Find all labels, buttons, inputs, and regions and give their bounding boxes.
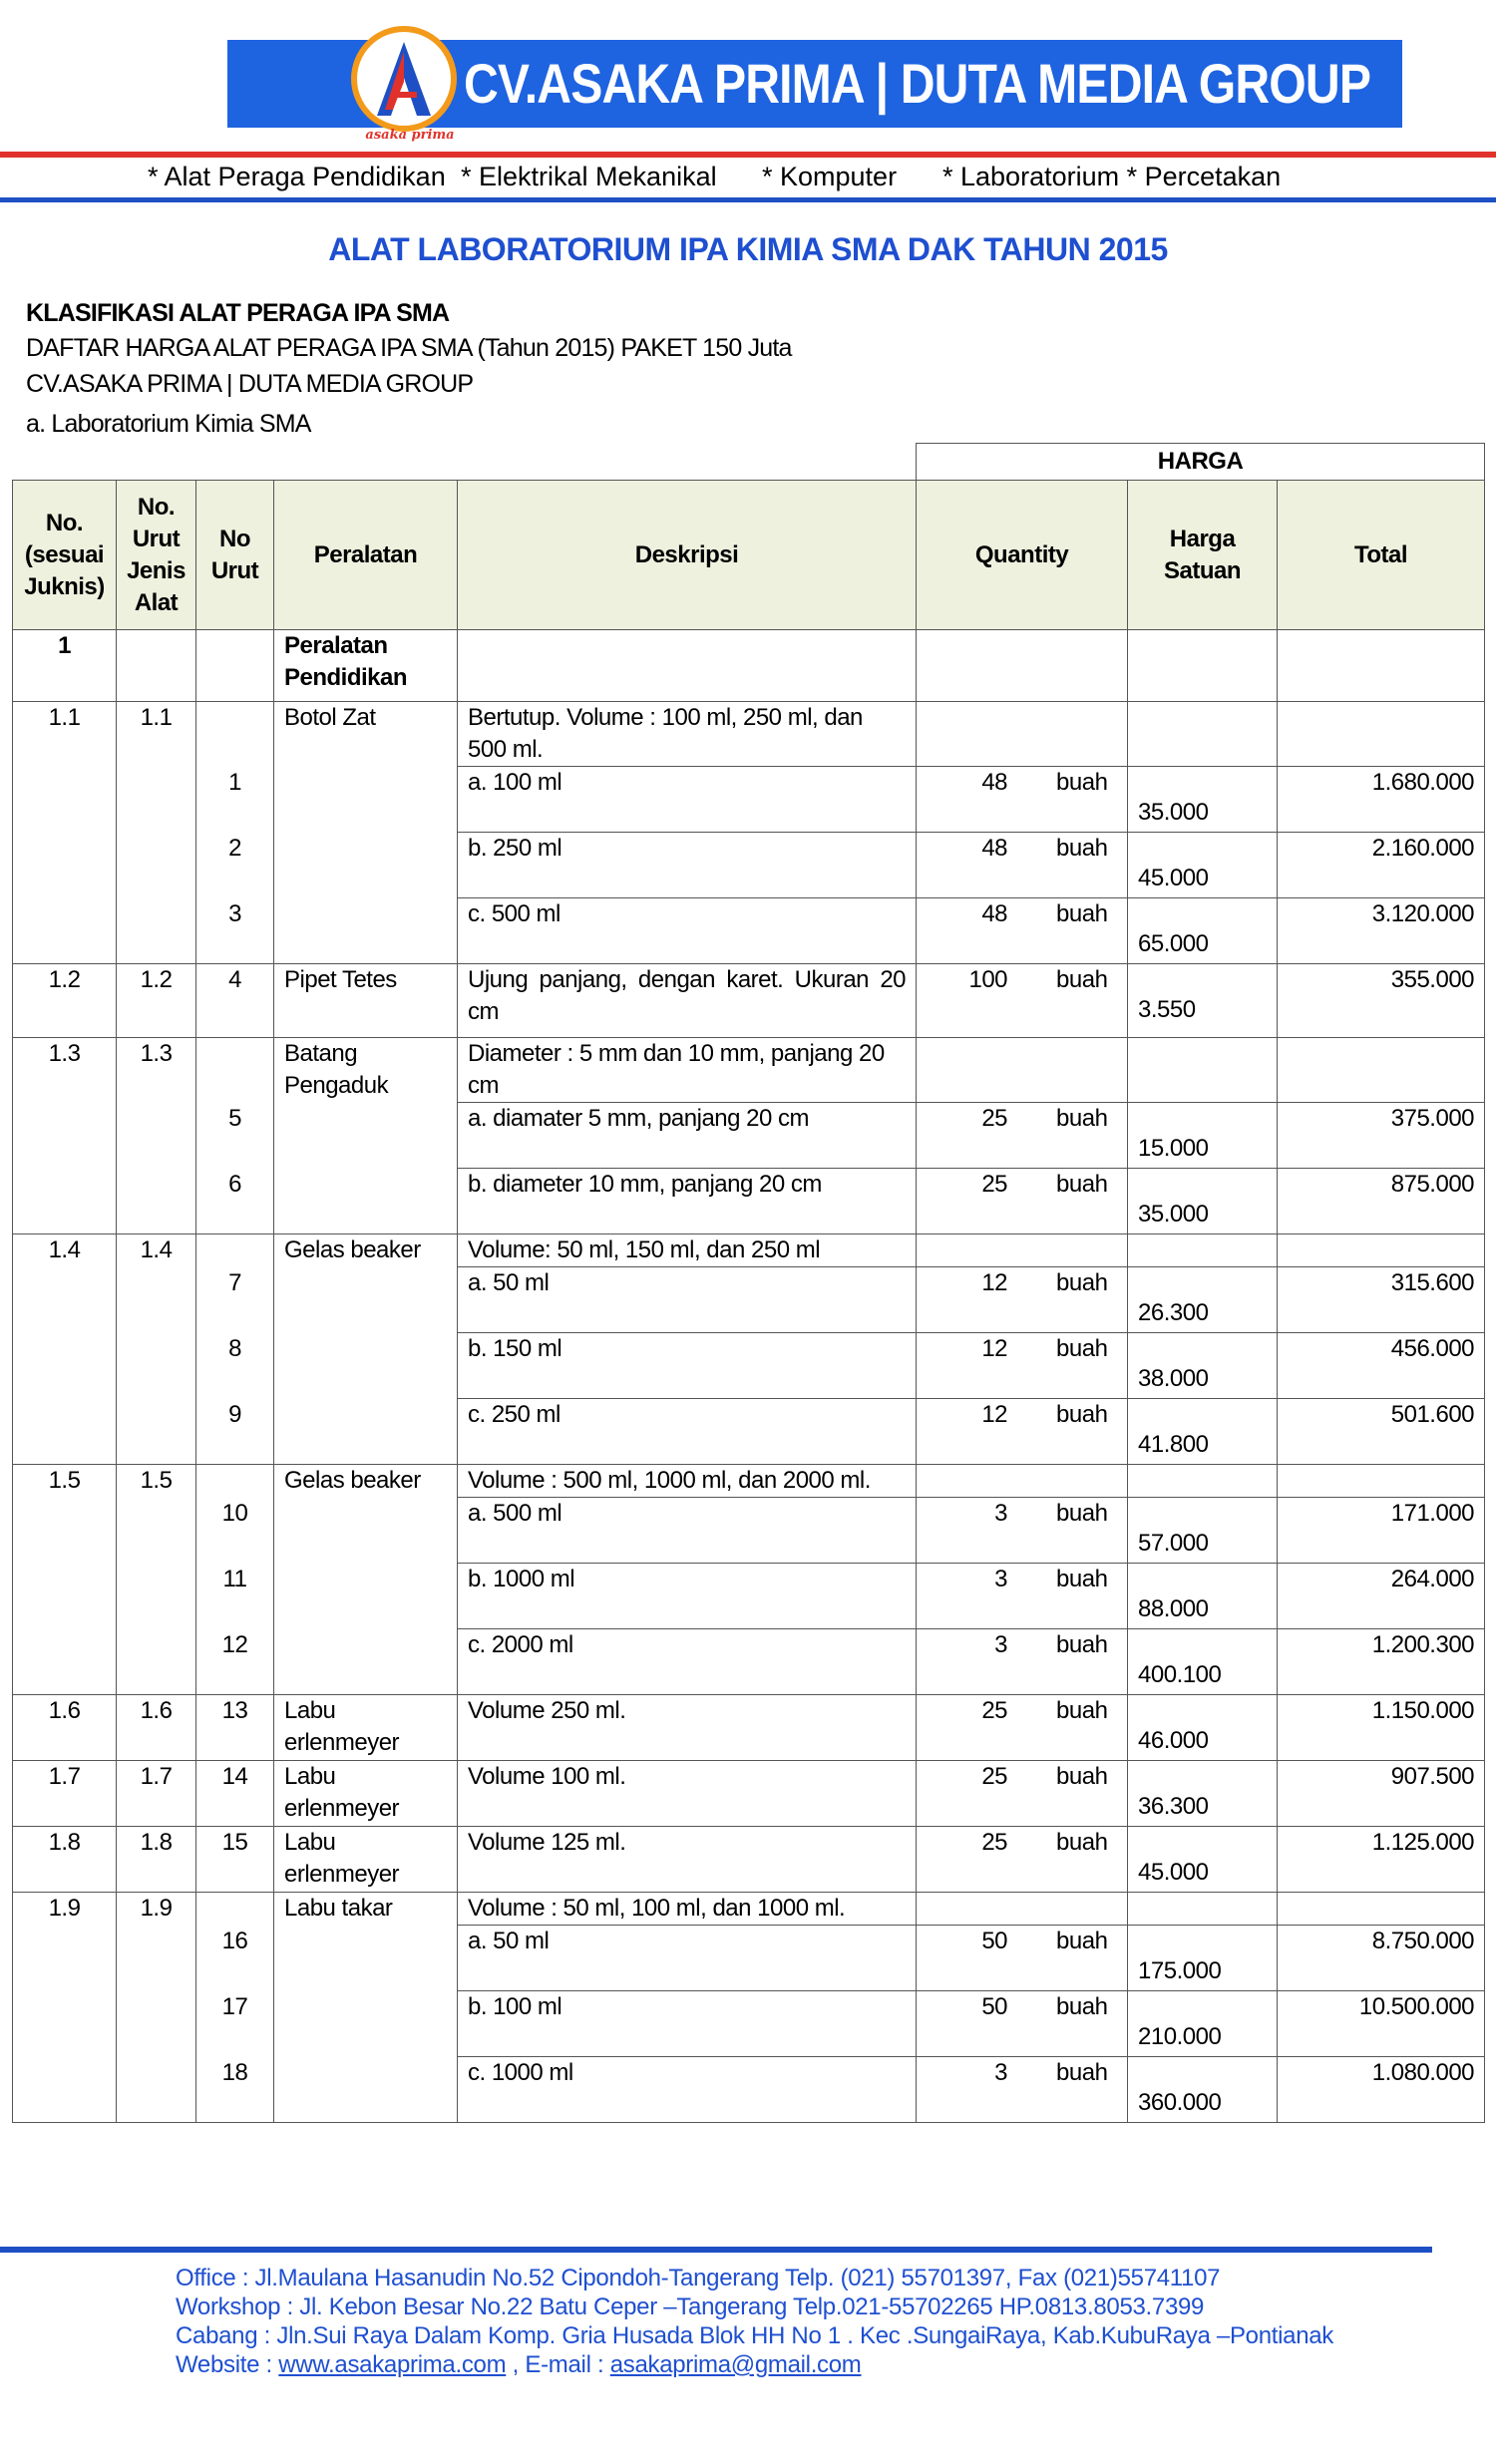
col-no-urut-jenis: No. Urut Jenis Alat bbox=[117, 481, 196, 630]
table-row: 1.7 1.7 14 Labu erlenmeyer Volume 100 ml. 25 buah 36.300 907.500 bbox=[13, 1761, 1485, 1827]
header-divider-red bbox=[0, 152, 1496, 158]
col-total: Total bbox=[1278, 481, 1485, 630]
services-bar bbox=[0, 162, 1496, 195]
section-no: 1 bbox=[13, 630, 117, 702]
col-no-urut: No Urut bbox=[196, 481, 274, 630]
harga-header: HARGA bbox=[917, 444, 1485, 481]
lab-line: a. Laboratorium Kimia SMA bbox=[26, 410, 311, 438]
classification-heading: KLASIFIKASI ALAT PERAGA IPA SMA bbox=[26, 299, 450, 327]
service-item: * Laboratorium * Percetakan bbox=[942, 162, 1282, 191]
service-item: * Elektrikal Mekanikal bbox=[461, 162, 717, 191]
table-row: 8 b. 150 ml 12 buah 38.000 456.000 bbox=[13, 1333, 1485, 1399]
table-row: 18 c. 1000 ml 3 buah 360.000 1.080.000 bbox=[13, 2057, 1485, 2123]
table-row: 1.2 1.2 4 Pipet Tetes Ujung panjang, dengan karet. Ukuran 20 cm 100 buah 3.550 355.000 bbox=[13, 964, 1485, 1038]
table-row: 1.4 1.4 Gelas beaker Volume: 50 ml, 150 ml, dan 250 ml bbox=[13, 1234, 1485, 1267]
col-no-juknis: No. (sesuai Juknis) bbox=[13, 481, 117, 630]
table-row: 12 c. 2000 ml 3 buah 400.100 1.200.300 bbox=[13, 1629, 1485, 1695]
col-deskripsi: Deskripsi bbox=[458, 481, 917, 630]
table-row: 2 b. 250 ml 48 buah 45.000 2.160.000 bbox=[13, 833, 1485, 898]
branch-address: Cabang : Jln.Sui Raya Dalam Komp. Gria Husada Blok HH No 1 . Kec .SungaiRaya, Kab.KubuRaya –Pontianak bbox=[176, 2322, 1334, 2349]
table-row: 7 a. 50 ml 12 buah 26.300 315.600 bbox=[13, 1267, 1485, 1333]
col-peralatan: Peralatan bbox=[274, 481, 458, 630]
col-quantity: Quantity bbox=[917, 481, 1128, 630]
service-item: * Komputer bbox=[762, 162, 898, 191]
document-title: ALAT LABORATORIUM IPA KIMIA SMA DAK TAHUN 2015 bbox=[328, 231, 1168, 267]
table-row: 16 a. 50 ml 50 buah 175.000 8.750.000 bbox=[13, 1926, 1485, 1991]
table-row: 17 b. 100 ml 50 buah 210.000 10.500.000 bbox=[13, 1991, 1485, 2057]
table-row: 11 b. 1000 ml 3 buah 88.000 264.000 bbox=[13, 1564, 1485, 1629]
email-link[interactable]: asakaprima@gmail.com bbox=[609, 2351, 862, 2378]
table-row bbox=[13, 630, 1485, 702]
table-row: 5 a. diamater 5 mm, panjang 20 cm 25 buah 15.000 375.000 bbox=[13, 1103, 1485, 1169]
table-row: 1.1 1.1 Botol Zat Bertutup. Volume : 100 ml, 250 ml, dan 500 ml. bbox=[13, 702, 1485, 767]
office-address: Office : Jl.Maulana Hasanudin No.52 Cipondoh-Tangerang Telp. (021) 55701397, Fax (021)55741107 bbox=[176, 2265, 1221, 2291]
website-link[interactable]: www.asakaprima.com bbox=[278, 2351, 507, 2378]
footer-contact bbox=[176, 2264, 1333, 2379]
section-name: Peralatan Pendidikan bbox=[274, 630, 458, 702]
header-divider-blue bbox=[0, 197, 1496, 202]
company-line: CV.ASAKA PRIMA | DUTA MEDIA GROUP bbox=[26, 370, 474, 398]
price-table bbox=[12, 443, 1485, 2123]
col-harga-satuan: Harga Satuan bbox=[1128, 481, 1278, 630]
footer-divider bbox=[0, 2247, 1432, 2253]
company-logo-icon bbox=[351, 26, 457, 132]
workshop-address: Workshop : Jl. Kebon Besar No.22 Batu Ceper –Tangerang Telp.021-55702265 HP.0813.8053.7399 bbox=[176, 2293, 1205, 2320]
price-list-line: DAFTAR HARGA ALAT PERAGA IPA SMA (Tahun 2015) PAKET 150 Juta bbox=[26, 334, 792, 362]
service-item: * Alat Peraga Pendidikan bbox=[148, 162, 446, 191]
table-row: 10 a. 500 ml 3 buah 57.000 171.000 bbox=[13, 1498, 1485, 1564]
table-row: 9 c. 250 ml 12 buah 41.800 501.600 bbox=[13, 1399, 1485, 1465]
table-row: 1.8 1.8 15 Labu erlenmeyer Volume 125 ml. 25 buah 45.000 1.125.000 bbox=[13, 1827, 1485, 1893]
table-row: 1.6 1.6 13 Labu erlenmeyer Volume 250 ml. 25 buah 46.000 1.150.000 bbox=[13, 1695, 1485, 1761]
logo-tagline: asaka prima bbox=[365, 128, 455, 143]
table-row: 6 b. diameter 10 mm, panjang 20 cm 25 buah 35.000 875.000 bbox=[13, 1169, 1485, 1234]
table-row: 1.9 1.9 Labu takar Volume : 50 ml, 100 ml, dan 1000 ml. bbox=[13, 1893, 1485, 1926]
table-row: 1.5 1.5 Gelas beaker Volume : 500 ml, 1000 ml, dan 2000 ml. bbox=[13, 1465, 1485, 1498]
table-row: 3 c. 500 ml 48 buah 65.000 3.120.000 bbox=[13, 898, 1485, 964]
table-row: 1 a. 100 ml 48 buah 35.000 1.680.000 bbox=[13, 767, 1485, 833]
contact-links: Website : www.asakaprima.com , E-mail : asakaprima@gmail.com bbox=[176, 2351, 862, 2378]
company-name: CV.ASAKA PRIMA | DUTA MEDIA GROUP bbox=[464, 52, 1371, 115]
table-row: 1.3 1.3 Batang Pengaduk Diameter : 5 mm dan 10 mm, panjang 20 cm bbox=[13, 1038, 1485, 1103]
